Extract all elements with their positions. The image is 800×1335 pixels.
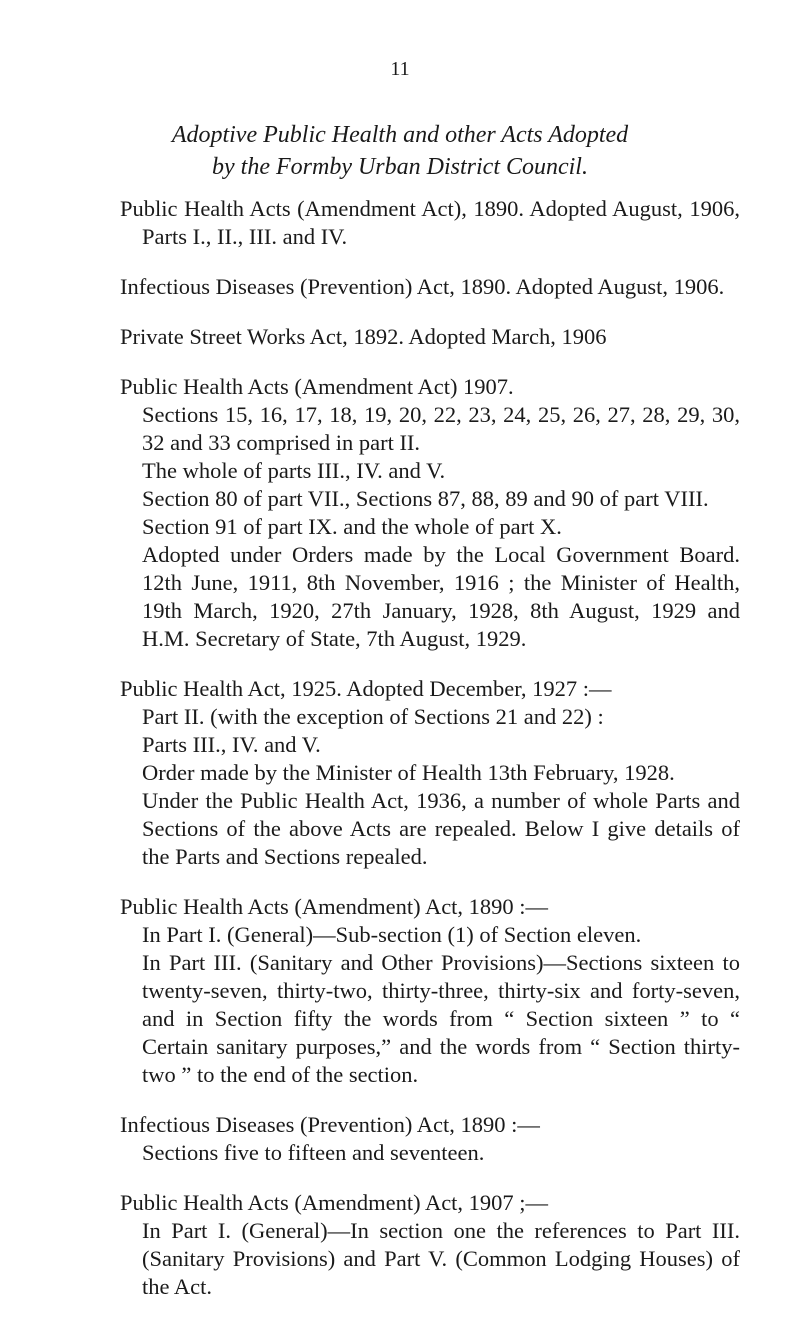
act-entry-phaa-1907-repealed	[120, 1189, 740, 1301]
act-heading: Public Health Acts (Amendment Act) 1907.	[120, 374, 514, 399]
act-heading: Public Health Acts (Amendment) Act, 1907 ;—	[120, 1190, 549, 1215]
act-detail-line: Parts III., IV. and V.	[142, 732, 321, 757]
page-number: 11	[390, 58, 410, 80]
act-heading: Public Health Acts (Amendment) Act, 1890 :—	[120, 894, 549, 919]
act-detail-line: Section 91 of part IX. and the whole of part X.	[142, 514, 562, 539]
act-entry-pha-1925-adopted	[120, 675, 740, 871]
act-detail-line: In Part I. (General)—Sub-section (1) of Section eleven.	[142, 922, 642, 947]
act-detail-line: Section 80 of part VII., Sections 87, 88, 89 and 90 of part VIII.	[142, 486, 709, 511]
act-heading: Infectious Diseases (Prevention) Act, 1890 :—	[120, 1112, 540, 1137]
act-entry-phaa-1890-adopted	[120, 195, 740, 251]
act-detail-line: In Part I. (General)—In section one the references to Part III. (Sanitary Provisions) and Part V. (Common Lodging Houses) of the Act.	[142, 1218, 740, 1299]
act-detail-line: Under the Public Health Act, 1936, a number of whole Parts and Sections of the above Acts are repealed. Below I give details of the Parts and Sections repealed.	[142, 788, 740, 869]
act-heading: Private Street Works Act, 1892. Adopted March, 1906	[120, 324, 607, 349]
act-detail-line: Sections five to fifteen and seventeen.	[142, 1140, 485, 1165]
act-heading: Public Health Act, 1925. Adopted December, 1927 :—	[120, 676, 612, 701]
act-detail-line: Sections 15, 16, 17, 18, 19, 20, 22, 23, 24, 25, 26, 27, 28, 29, 30, 32 and 33 comprised in part II.	[142, 402, 740, 455]
act-heading: Public Health Acts (Amendment Act), 1890. Adopted August, 1906, Parts I., II., III. and IV.	[120, 196, 740, 249]
act-detail-line: Order made by the Minister of Health 13th February, 1928.	[142, 760, 675, 785]
act-detail-line: Adopted under Orders made by the Local Government Board. 12th June, 1911, 8th November, 1916 ; the Minister of Health, 19th March, 1920, 27th January, 1928, 8th August, 1929 and H.M. Secretary of State, 7th August, 1929.	[142, 542, 740, 651]
act-entry-pswa-1892-adopted	[120, 323, 740, 351]
document-title-line-1: Adoptive Public Health and other Acts Adopted	[171, 122, 629, 148]
acts-list	[120, 195, 740, 1323]
act-entry-idpa-1890-repealed	[120, 1111, 740, 1167]
act-detail-line: The whole of parts III., IV. and V.	[142, 458, 446, 483]
act-entry-phaa-1907-adopted	[120, 373, 740, 653]
act-entry-phaa-1890-repealed	[120, 893, 740, 1089]
act-detail-line: In Part III. (Sanitary and Other Provisions)—Sections sixteen to twenty-seven, thirty-two, thirty-three, thirty-six and forty-seven, and in Section fifty the words from “ Section sixteen ” to “ Certain sanitary purposes,” and the words from “ Section thirty-two ” to the end of the section.	[142, 950, 740, 1087]
act-detail-line: Part II. (with the exception of Sections 21 and 22) :	[142, 704, 604, 729]
act-heading: Infectious Diseases (Prevention) Act, 1890. Adopted August, 1906.	[120, 274, 725, 299]
document-title-line-2: by the Formby Urban District Council.	[212, 154, 588, 180]
act-entry-idpa-1890-adopted	[120, 273, 740, 301]
